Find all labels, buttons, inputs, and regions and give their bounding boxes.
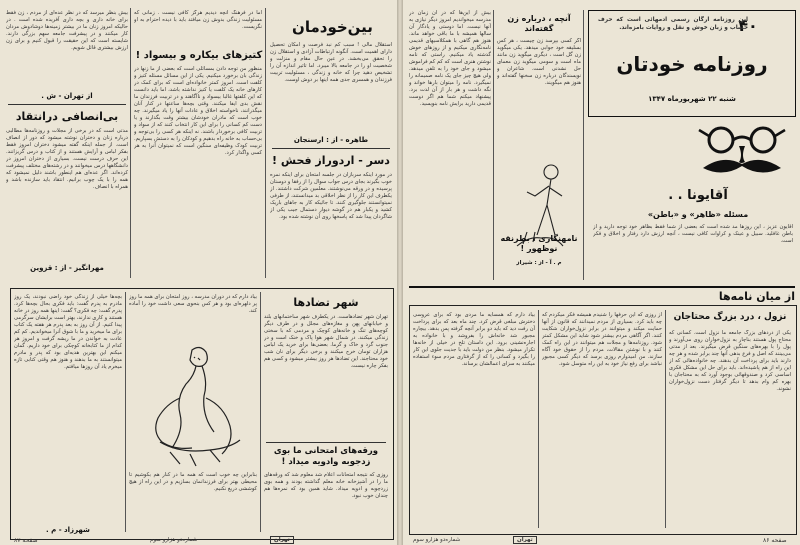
left-logo: تهران <box>270 536 294 544</box>
left-page-number: صفحه ۸۷ <box>14 537 38 544</box>
text-column: مدتی است که در برخی از مجلات و روزنامه‌ها مطالبی درباره زنان و دختران نوشته میشود که دور از انصاف است. از جمله اینکه گفته میشود دختران امروز فقط بفکر لباس و آرایش هستند و از کتاب و درس گریزانند. این حرف درست نیست. بسیاری از دختران امروز در دانشگاهها درس میخوانند و در رشته‌های مختلف پیشرفت کرده‌اند. اگر عده‌ای هم اینطور باشند دلیل نمیشود که همه را با یک چوب برانیم. انتقاد باید سازنده باشد و همراه با انصاف. <box>6 128 128 190</box>
signoff-shahrzad: شهرزاد - م . <box>46 526 90 534</box>
text-column: استقلال مالی ! سبب کم نبد فرصت و امکان تحصیل دارای اهمیت است. آنگونه ارتباطات آزادی و استقلال زن را تحقق می‌بخشد. در عین حال مقام و منزلت و شخصیت او را در جامعه بالا میبرد. اما تاثیر اندازه آن را تشخیص دهید چرا که خانه و زندگی ، مسئولیت تربیت فرزندان و همسری جدی همه اینها بر دوش اوست. <box>270 42 392 83</box>
teaser-title: آنچه ، درباره زن گفته‌اند <box>507 14 571 33</box>
text-column: بیاد دارم که در دوران مدرسه ، روز امتحان برای همه ما روز پر دلهره‌ای بود و هر کس بنحوی سعی داشت خود را آماده کند. <box>129 294 257 314</box>
magazine-title: روزنامه خودتان <box>616 52 768 76</box>
left-issue-line: شماره‌دو هزارو سوم <box>150 537 198 543</box>
text-column: بیش بنظر میرسد که در نظر عده‌ای از مردم ، زن فقط برای خانه داری و بچه داری آفریده شده است . در حالیکه امروز زنان ما در بیشتر زمینه‌ها دوشادوش مردان کار میکنند و در پیشرفت جامعه سهم بزرگی دارند. شایسته است که این حقیقت را قبول کنیم و برای زن ارزش بیشتری قائل شویم. <box>6 10 128 51</box>
aghaye-subtitle: مسئله «ظاهر» و «باطن» <box>647 210 749 219</box>
signoff-tehran: از تهران - ش . <box>41 92 93 100</box>
masthead-text: این روزنامه ارگان رسمی ادمهائی است که حرف حساب و زبان خوش و نقل و روایات بامزه‌اند. <box>598 17 748 31</box>
section-title-shahr-tazadha: شهر تضادها <box>293 296 359 309</box>
text-column: تهران شهر تضادهاست. در یکطرف شهر ساختمانهای بلند و خیابانهای پهن و مغازه‌های مجلل و در طرف دیگر کوچه‌های تنگ و خانه‌های کوچک و مردمی که با سختی زندگی میکنند. در شمال شهر هوا پاک و خنک است و در جنوب گرد و خاک و گرما. بعضی‌ها برای خرید یک لباس هزاران تومان خرج میکنند و برخی دیگر برای نان شب خود محتاجند. این تضادها هر روز بیشتر میشود و کسی هم بفکر چاره نیست. <box>264 314 388 369</box>
text-column: بیاد دارم که همسایه ما مردی بود که برای عروسی دخترش مبلغی قرض کرد. چند ماه بعد که برای پرداخت آن رفت دید که باید دو برابر آنچه گرفته پس بدهد. بیچاره مجبور شد خانه‌اش را بفروشد و با خانواده به اجاره‌نشینی برود. این داستان تلخ در خیلی از خانه‌ها تکرار میشود. بنظر من دولت باید با جدیت جلوی این کار را بگیرد و کسانی را که از گرفتاری مردم سوء استفاده میکنند به سزای اعمالشان برساند. <box>413 312 535 367</box>
text-column: آقایون عزیز ، این روزها مد شده است که بعضی از شما فقط بظاهر خود توجه دارید و از باطن غافلید. سبیل و عینک و کراوات کافی نیست ، آنچه ارزش دارد رفتار و اخلاق و فکر است. <box>593 224 793 244</box>
text-column: بنابراین چه خوب است که همه ما در کنار هم بکوشیم تا محیطی بهتر برای فرزندانمان بسازیم و در این راه از هیچ کوششی دریغ نکنیم. <box>129 472 257 492</box>
right-page-number: صفحه ۸۶ <box>763 537 787 544</box>
text-column: اگر کسی بپرسد زن چیست ، هر کس بسلیقه خود جوابی میدهد. یکی میگوید زن گل است ، دیگری میگوید زن مانند ماه است و سومی میگوید زن معمای حل نشدنی است. شاعران و نویسندگان درباره زن سخنها گفته‌اند و هنوز هم میگویند. <box>497 38 581 86</box>
date-line: شنبه ۲۲ شهریورماه ۱۳۴۷ <box>648 95 736 103</box>
letter-title: نامهنگاری ، بطرنقه نوظهور ! <box>500 234 578 253</box>
signoff-shiraz: م . آ - از : شیراز <box>516 260 562 266</box>
section-title-bi-ensafi: بی‌انصافی درانتقاد <box>15 110 119 123</box>
text-column: بچه‌ها خیلی از زندگی خود راضی نبودند، یک روز مادرم به پدرم گفت: باید فکری بحال بچه‌ها کرد. پدرم گفت: چه فکری؟ گفت: اینها همه روز در خانه هستند و کاری ندارند، بهتر است برایشان سرگرمی پیدا کنیم. از آن روز به بعد پدرم هر هفته یک کتاب برای ما میخرید و ما با شوق آنرا میخواندیم. کم کم عادت به خواندن در ما ریشه گرفت و امروز هر کدام از ما کتابخانه کوچکی برای خود داریم. گمان میکنم این بهترین هدیه‌ای بود که پدر و مادرم میتوانستند به ما بدهند و هنوز هم وقتی کتابی تازه میخرم یاد آن روزها میافتم. <box>14 294 122 370</box>
left-page <box>0 0 397 545</box>
text-column: منظور من توجه دادن بمسائلی است که بعضی از ما زنها در زندگی بان برخورد میکنیم. یکی از این مسائل مسئله کنیز و کلفت است. امروز کمتر خانواده‌ای است که برای کمک در کارهای خانه یک کلفت یا کنیز نداشته باشد، اما باید دانست که این کلفتها غالبا بیسواد و ناآگاهند و در تربیت فرزندان ما نقش بدی ایفا میکنند. وقتی بچه‌ها ساعتها در کنار آنان میگذرانند، ناخواسته اخلاق و عادات آنها را یاد میگیرند. چه خوب است که مادران خودشان بیشتر وقت بگذارند و یا دست کم کسانی را برای این کار انتخاب کنند که از سواد و تربیت کافی برخوردار باشند. نه اینکه هر کسی را بی‌توجه و بی‌حساب به خانه راه بدهیم و کودکان را به دستش بسپاریم. تربیت کودک وظیفه‌ای سنگین است که نمیتوان آنرا به هر کسی واگذار کرد. <box>134 66 262 156</box>
text-column: در مورد اینکه سربازان در جلسه امتحان برای اینکه نمره خوب بگیرند بجای درس جواب سوال را از رفقا و دوستان پرسیده و در ورقه می‌نوشتند. معلمین شرکت داشتند. از یکطرف این کار را از نظر اخلاقی بد میدانستند، از طرفی نمیتوانستند جلوگیری کنند. تا جائیکه کار به جاهای باریک کشید و یکبار هم در گوشه دیوار دستمال جیب یکی از شاگردان پیدا شد که پاسخها روی آن نوشته شده بود. <box>270 172 392 220</box>
signoff-tahereh: طاهره - از : ارسنجان <box>293 136 369 144</box>
text-column: از روزی که این حرفها را شنیدم همیشه فکر میکردم که چه باید کرد. بسیاری از مردم نمیدانند که قانون از آنها حمایت میکند و میتوانند در برابر نزول‌خواران شکایت کنند. اگر آگاهی مردم بیشتر شود شاید این مشکل کمتر شود. روزنامه‌ها و مجلات هم میتوانند در این راه کمک کنند و با نوشتن مقالات، مردم را از حقوق خود آگاه سازند. من امیدوارم روزی برسد که دیگر کسی مجبور نباشد برای رفع نیاز خود به این راه متوسل شود. <box>542 312 662 367</box>
right-issue-line: شماره‌دو هزارو سوم <box>413 537 461 543</box>
section-title-exam-papers: ورقه‌های امتحانی ما بوی زدجوبه وادویه میداد ! <box>273 446 379 467</box>
letters-section-title: از میان نامه‌ها <box>718 290 795 303</box>
glasses-mustache-icon <box>693 124 793 184</box>
text-column: بیش از این‌ها که در آن زمان در مدرسه میخواندیم امروز دیگر نیازی به آنها نیست. اما دوستی و یادگار آن سالها همیشه با ما باقی خواهد ماند. هنوز هم گاهی با همکلاسیهای قدیمی نامه‌نگاری میکنیم و از روزهای خوش گذشته یاد میکنیم. راستی که نامه نوشتن هنری است که کم کم فراموش میشود و جای خود را به تلفن میدهد. ولی هیچ چیز جای یک نامه صمیمانه را نمیگیرد. نامه را میتوان بارها خواند و نگه داشت و هر بار از آن لذت برد. پیشنهاد میکنم شما هم اگر دوست قدیمی دارید برایش نامه بنویسید. <box>409 10 491 107</box>
right-logo: تهران <box>513 536 537 544</box>
aghaye-title: آقایونا . . <box>668 188 728 203</box>
woman-illustration <box>140 338 250 468</box>
text-column: روزی که نتیجه امتحانات اعلام شد معلوم شد که ورقه‌های ما را در آشپزخانه خانه معلم گذاشته بودند و همه بوی زردچوبه و ادویه میداد. شاید همین بود که نمره‌ها هم چندان خوب نبود. <box>264 472 388 499</box>
signoff-mehrangiz: مهرانگیز - از : قزوین <box>30 264 104 272</box>
section-title-bein-khodeman: بین‌خودمان <box>292 18 373 36</box>
text-column: یکی از دردهای بزرگ جامعه ما نزول است. کسانی که محتاج پول هستند بناچار به نزول‌خواران روی می‌آورند و پول را با بهره‌های سنگین قرض میگیرند. بعد از مدتی می‌بینند که اصل و فرع بدهی آنها چند برابر شده و هر چه دارند باید برای پرداخت آن بدهند. چه خانواده‌هائی که از این راه از هم پاشیده‌اند. باید برای حل این مشکل فکری اساسی کرد و صندوقهائی بوجود آورد که به محتاجان با بهره کم وام بدهد تا دیگر گرفتار دست نزول‌خواران نشوند. <box>669 330 791 392</box>
section-title-kaniz: کتیزهای بیکاره و بیسواد ! <box>135 50 263 61</box>
right-page <box>403 0 800 545</box>
letters-subtitle: نزول ، درد بزرگ محتاجان <box>673 312 787 322</box>
issue-number: ۴۰ <box>738 16 758 35</box>
section-title-dessert: دسر - اردوراز فحش ! <box>272 154 390 167</box>
text-column: اما در فرهنگ آنچه دیدیم هرگز کافی نیست . زمانی که مسئولیت زندگی بدوش زن میافتد باید با دیده احترام به او نگریست. <box>134 10 262 30</box>
